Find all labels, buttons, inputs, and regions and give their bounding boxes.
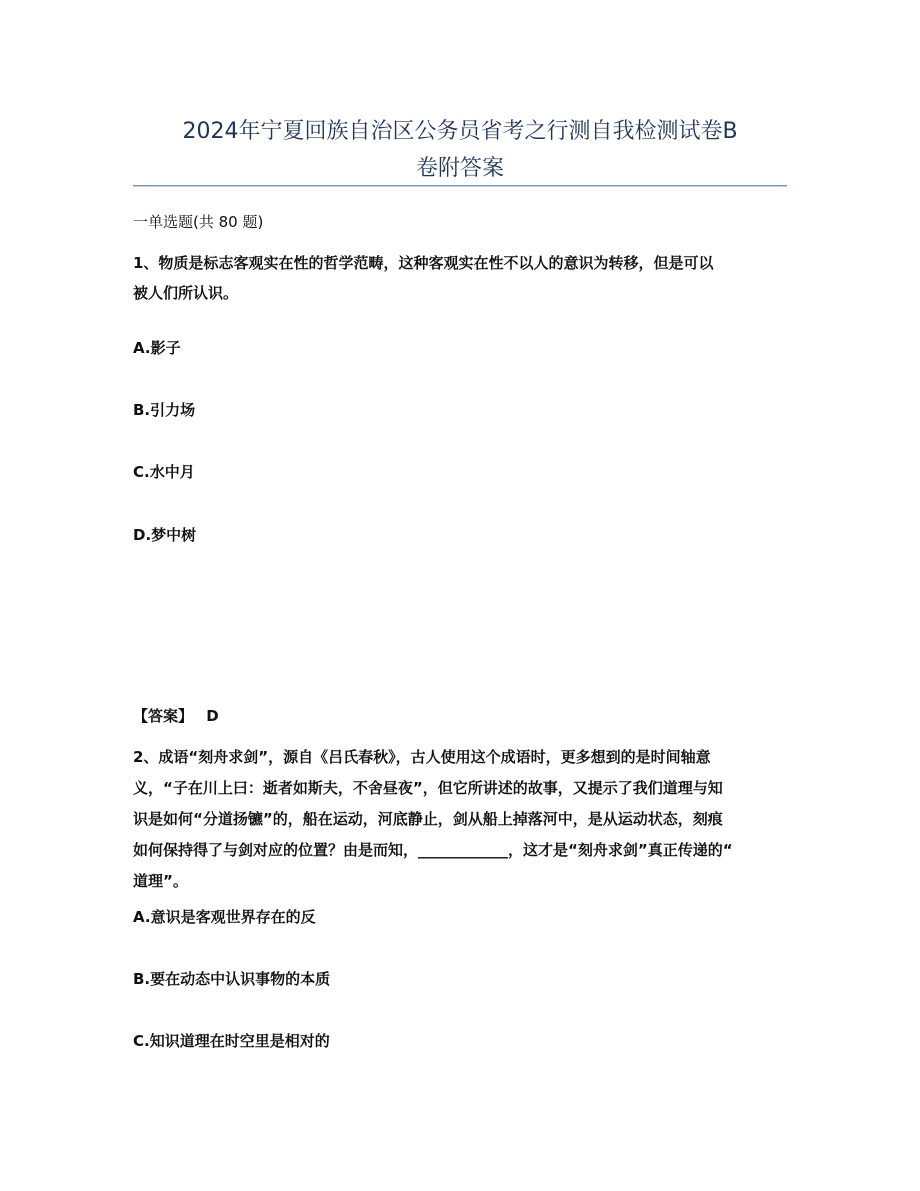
question-2-line: 义，“子在川上曰：逝者如斯夫，不舍昼夜”，但它所讲述的故事，又提示了我们道理与知	[133, 779, 723, 797]
question-2-line: 道理”。	[133, 872, 188, 890]
question-1-option-d: D.梦中树	[133, 526, 197, 544]
question-2-option-b: B.要在动态中认识事物的本质	[133, 970, 331, 988]
question-1-option-a: A.影子	[133, 339, 181, 357]
document-title-line-2: 卷附答案	[415, 156, 504, 181]
document-title-line-1: 2024年宁夏回族自治区公务员省考之行测自我检测试卷B	[182, 119, 738, 144]
question-2-option-c: C.知识道理在时空里是相对的	[133, 1032, 330, 1050]
question-2-line: 识是如何“分道扬镳”的，船在运动，河底静止，剑从船上掉落河中，是从运动状态，刻痕	[133, 810, 723, 828]
question-2-line: 2、成语“刻舟求剑”，源自《吕氏春秋》，古人使用这个成语时，更多想到的是时间轴意	[133, 748, 711, 766]
question-1-option-b: B.引力场	[133, 401, 196, 419]
section-heading: 一单选题(共 80 题)	[133, 213, 264, 231]
question-1-line: 1、物质是标志客观实在性的哲学范畴，这种客观实在性不以人的意识为转移，但是可以	[133, 254, 714, 272]
question-2-line: 如何保持得了与剑对应的位置？由是而知，____________，这才是“刻舟求剑”真正传递的“	[133, 841, 733, 859]
question-1-line: 被人们所认识。	[133, 284, 239, 302]
question-1-option-c: C.水中月	[133, 463, 195, 481]
question-2-option-a: A.意识是客观世界存在的反	[133, 908, 316, 926]
question-1-answer	[133, 706, 219, 726]
answer-label: 【答案】	[133, 707, 194, 725]
title-divider	[133, 185, 787, 187]
answer-value: D	[206, 707, 219, 725]
